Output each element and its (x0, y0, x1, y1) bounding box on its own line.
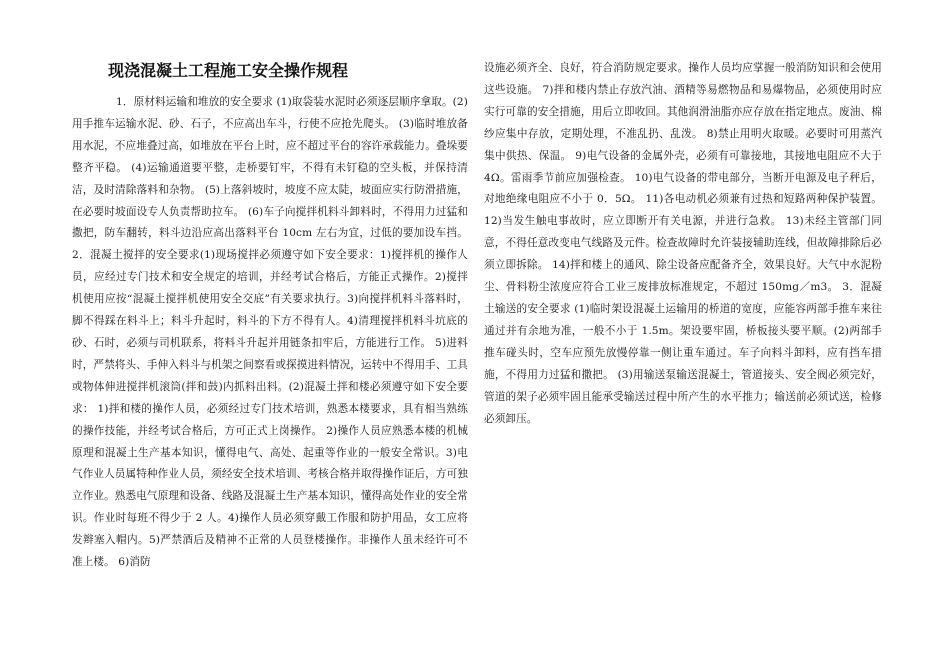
document-title: 现浇混凝土工程施工安全操作规程 (108, 61, 349, 80)
right-text-column: 设施必须齐全、良好，符合消防规定要求。操作人员均应掌握一般消防知识和会使用这些设施。 7)拌和楼内禁止存放汽油、酒精等易燃物品和易爆物品，必须使用时应实行可靠的安全措施，用后立即收回。其他润滑油脂亦应存放在指定地点。废油、棉纱应集中存放，定期处理，不准乱扔、乱泼。 8)禁止用明火取暖。必要时可用蒸汽集中供热、保温。 9)电气设备的金属外壳，必须有可靠接地，其接地电阻应不大于 4Ω。雷雨季节前应加强检查。 10)电气设备的带电部分，当断开电源及电子秤后，对地绝缘电阻应不小于 0．5Ω。 11)各电动机必须兼有过热和短路两种保护装置。 12)当发生触电事故时，应立即断开有关电源，并进行急救。 13)未经主管部门同意，不得任意改变电气线路及元件。检查故障时允许装接辅助连线，但故障排除后必须立即拆除。 14)拌和楼上的通风、除尘设备应配备齐全，效果良好。大气中水泥粉尘、骨料粉尘浓度应符合工业三废排放标准规定，不超过 150mg／m3。 3．混凝土输送的安全要求 (1)临时架设混凝土运输用的桥道的宽度，应能容两部手推车来往通过并有余地为准，一般不小于 1.5m。架设要牢固，桥板接头要平顺。(2)两部手推车碰头时，空车应预先放慢停靠一侧让重车通过。车子向料斗卸料，应有挡车措施，不得用力过猛和撒把。 (3)用输送泵输送混凝土，管道接头、安全阀必须完好，管道的架子必须牢固且能承受输送过程中所产生的水平推力；输送前必须试送，检修必须卸压。 (484, 62, 882, 425)
left-text-column: 1．原材料运输和堆放的安全要求 (1)取袋装水泥时必须逐层顺序拿取。(2)用手推车运输水泥、砂、石子，不应高出车斗，行使不应抢先爬头。 (3)临时堆放备用水泥，不应堆叠过高，如堆放在平台上时，应不超过平台的容许承载能力。叠垛要整齐平稳。 (4)运输通道要平整，走桥要钉牢，不得有未钉稳的空头板，并保持清洁，及时清除落料和杂物。 (5)上落斜坡时，坡度不应太陡，坡面应实行防滑措施，在必要时坡面设专人负责帮助拉车。 (6)车子向搅拌机料斗卸料时，不得用力过猛和撒把，防车翻转，料斗边沿应高出落料平台 10cm 左右为宜，过低的要加设车挡。 2．混凝土搅拌的安全要求(1)现场搅拌必须遵守如下安全要求：1)搅拌机的操作人员，应经过专门技术和安全规定的培训，并经考试合格后，方能正式操作。2)搅拌机使用应按“混凝土搅拌机使用安全交底”有关要求执行。3)向搅拌机料斗落料时，脚不得踩在料斗上；料斗升起时，料斗的下方不得有人。4)清理搅拌机料斗坑底的砂、石时，必须与司机联系，将料斗升起并用链条扣牢后，方能进行工作。 5)进料时，严禁将头、手伸入料斗与机架之间察看或探摸进料情况，运转中不得用手、工具或物体伸进搅拌机滚筒(拌和鼓)内抓料出料。(2)混凝土拌和楼必须遵守如下安全要求： 1)拌和楼的操作人员，必须经过专门技术培训，熟悉本楼要求，具有相当熟练的操作技能，并经考试合格后，方可正式上岗操作。 2)操作人员应熟悉本楼的机械原理和混凝土生产基本知识，懂得电气、高处、起重等作业的一般安全常识。3)电气作业人员属特种作业人员，须经安全技术培训、考核合格并取得操作证后，方可独立作业。熟悉电气原理和设备、线路及混凝土生产基本知识，懂得高处作业的安全常识。作业时每班不得少于 2 人。4)操作人员必须穿戴工作服和防护用品，女工应将发辫塞入帽内。5)严禁酒后及精神不正常的人员登楼操作。非操作人虽未经许可不准上楼。 6)消防 (72, 96, 468, 569)
